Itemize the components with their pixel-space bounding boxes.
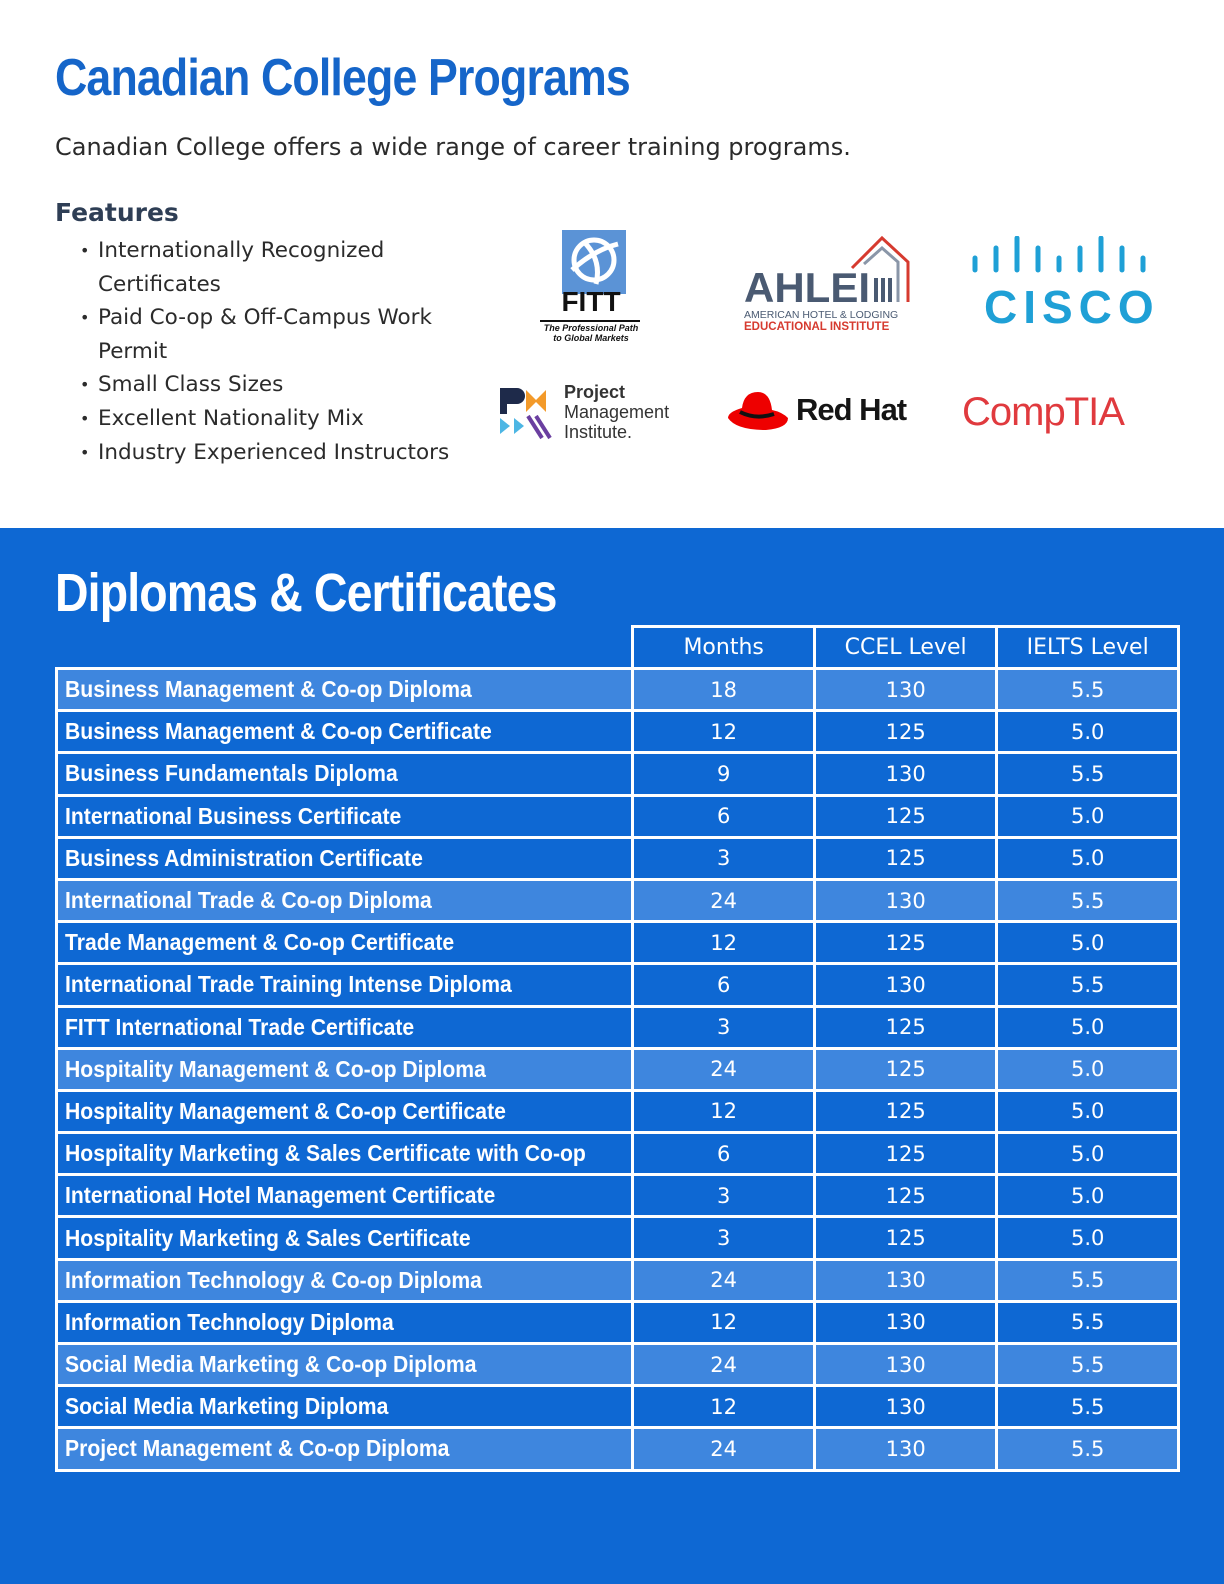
program-name-cell [57, 1259, 633, 1301]
months-cell-text: 12 [710, 1099, 738, 1124]
fitt-tagline-line: The Professional Path [543, 323, 639, 333]
ccel-level-cell-text: 125 [885, 1141, 926, 1166]
months-cell-text: 24 [710, 1436, 738, 1461]
intro-section [0, 0, 1224, 528]
months-cell [633, 1048, 815, 1090]
months-cell [633, 922, 815, 964]
ccel-level-cell-text: 130 [885, 1268, 926, 1293]
ielts-level-cell [997, 1344, 1179, 1386]
ccel-level-cell-text: 130 [885, 888, 926, 913]
ielts-level-cell-text: 5.5 [1070, 888, 1105, 913]
table-row [57, 1048, 1179, 1090]
pmi-mark-icon [498, 386, 554, 442]
months-cell [633, 1386, 815, 1428]
ccel-level-cell [815, 753, 997, 795]
ccel-level-cell [815, 1090, 997, 1132]
ielts-level-cell [997, 922, 1179, 964]
ccel-level-cell [815, 1301, 997, 1343]
features-heading: Features [55, 198, 179, 227]
column-header-months: Months [633, 627, 815, 669]
ccel-level-cell-text: 125 [885, 804, 926, 829]
ielts-level-cell [997, 669, 1179, 711]
program-name-cell-text: International Hotel Management Certificate [65, 1182, 496, 1209]
pmi-line: Project [564, 382, 626, 402]
feature-item: • Small Class Sizes [80, 368, 480, 402]
red-fedora-icon [726, 388, 790, 438]
ccel-level-cell [815, 1344, 997, 1386]
ielts-level-cell-text: 5.5 [1070, 677, 1105, 702]
program-name-cell [57, 1217, 633, 1259]
months-cell-text: 24 [710, 1057, 738, 1082]
program-name-cell-text: Social Media Marketing & Co-op Diploma [65, 1351, 477, 1378]
features-list [80, 234, 480, 469]
table-body [57, 669, 1179, 1471]
months-cell-text: 3 [716, 846, 731, 871]
months-cell-text: 24 [710, 1268, 738, 1293]
ccel-level-cell [815, 1006, 997, 1048]
header-spacer [57, 627, 633, 669]
ielts-level-cell [997, 1133, 1179, 1175]
months-cell-text: 24 [710, 888, 738, 913]
program-name-cell-text: Business Management & Co-op Diploma [65, 676, 472, 703]
ccel-level-cell-text: 125 [885, 1099, 926, 1124]
ielts-level-cell [997, 1259, 1179, 1301]
ielts-level-cell-text: 5.0 [1070, 1057, 1105, 1082]
ccel-level-cell-text: 125 [885, 846, 926, 871]
ccel-level-cell [815, 1175, 997, 1217]
table-row [57, 1090, 1179, 1132]
program-name-cell [57, 1090, 633, 1132]
program-name-cell [57, 669, 633, 711]
ielts-level-cell-text: 5.5 [1070, 1310, 1105, 1335]
ielts-level-cell-text: 5.0 [1070, 1099, 1105, 1124]
ielts-level-cell-text: 5.0 [1070, 1015, 1105, 1040]
ccel-level-cell [815, 711, 997, 753]
ielts-level-cell [997, 1090, 1179, 1132]
table-row [57, 1133, 1179, 1175]
months-cell [633, 837, 815, 879]
ahlei-wordmark: AHLEI [744, 264, 870, 311]
months-cell [633, 1133, 815, 1175]
ccel-level-cell [815, 669, 997, 711]
ccel-level-cell [815, 837, 997, 879]
page-subtitle: Canadian College offers a wide range of career training programs. [55, 133, 851, 161]
ccel-level-cell-text: 125 [885, 719, 926, 744]
cisco-wordmark: CISCO [984, 281, 1160, 333]
cisco-logo [970, 236, 1160, 336]
program-name-cell-text: Hospitality Management & Co-op Certificate [65, 1097, 506, 1124]
program-name-cell-text: Hospitality Management & Co-op Diploma [65, 1055, 486, 1082]
ielts-level-cell [997, 964, 1179, 1006]
ccel-level-cell [815, 1259, 997, 1301]
ielts-level-cell [997, 837, 1179, 879]
pmi-line: Institute. [564, 422, 633, 442]
program-name-cell [57, 1428, 633, 1470]
table-row [57, 1217, 1179, 1259]
months-cell [633, 1217, 815, 1259]
months-cell-text: 3 [716, 1183, 731, 1208]
ccel-level-cell [815, 1386, 997, 1428]
fitt-wordmark: FITT [561, 286, 621, 317]
months-cell [633, 753, 815, 795]
pmi-wordmark [564, 382, 669, 442]
ielts-level-cell [997, 1301, 1179, 1343]
program-name-cell [57, 837, 633, 879]
ccel-level-cell-text: 130 [885, 1394, 926, 1419]
table-row [57, 1175, 1179, 1217]
months-cell-text: 9 [716, 761, 731, 786]
months-cell-text: 3 [716, 1226, 731, 1251]
ielts-level-cell-text: 5.5 [1070, 1352, 1105, 1377]
table-row [57, 1301, 1179, 1343]
program-name-cell-text: International Trade & Co-op Diploma [65, 887, 432, 914]
program-name-cell [57, 1175, 633, 1217]
ielts-level-cell [997, 711, 1179, 753]
ccel-level-cell [815, 795, 997, 837]
months-cell-text: 6 [716, 972, 731, 997]
ccel-level-cell-text: 125 [885, 1015, 926, 1040]
ielts-level-cell [997, 1006, 1179, 1048]
column-header-ccel: CCEL Level [815, 627, 997, 669]
ielts-level-cell [997, 879, 1179, 921]
ccel-level-cell-text: 125 [885, 930, 926, 955]
ccel-level-cell-text: 130 [885, 677, 926, 702]
months-cell-text: 6 [716, 1141, 731, 1166]
table-row [57, 964, 1179, 1006]
program-name-cell-text: Business Fundamentals Diploma [65, 760, 398, 787]
table-row [57, 879, 1179, 921]
months-cell-text: 12 [710, 1394, 738, 1419]
table-row [57, 1386, 1179, 1428]
months-cell [633, 1301, 815, 1343]
ielts-level-cell [997, 795, 1179, 837]
fitt-logo [536, 228, 646, 346]
feature-item: • Excellent Nationality Mix [80, 402, 480, 436]
months-cell [633, 1006, 815, 1048]
ccel-level-cell-text: 130 [885, 972, 926, 997]
program-name-cell [57, 711, 633, 753]
ccel-level-cell-text: 130 [885, 1436, 926, 1461]
months-cell [633, 1090, 815, 1132]
ccel-level-cell-text: 125 [885, 1226, 926, 1251]
months-cell [633, 964, 815, 1006]
globe-icon [562, 230, 626, 294]
program-name-cell [57, 1048, 633, 1090]
ielts-level-cell-text: 5.0 [1070, 804, 1105, 829]
pmi-line: Management [564, 402, 670, 422]
program-name-cell [57, 753, 633, 795]
fitt-tagline [536, 323, 646, 343]
table-row [57, 711, 1179, 753]
column-header-ielts: IELTS Level [997, 627, 1179, 669]
ielts-level-cell [997, 1428, 1179, 1470]
divider [540, 320, 640, 322]
feature-item: • Paid Co-op & Off-Campus Work Permit [80, 301, 480, 368]
months-cell [633, 1175, 815, 1217]
ccel-level-cell [815, 964, 997, 1006]
months-cell [633, 1428, 815, 1470]
months-cell-text: 12 [710, 1310, 738, 1335]
feature-item: • Industry Experienced Instructors [80, 436, 480, 470]
ielts-level-cell-text: 5.5 [1070, 972, 1105, 997]
program-name-cell [57, 879, 633, 921]
table-row [57, 1006, 1179, 1048]
ccel-level-cell-text: 125 [885, 1183, 926, 1208]
program-name-cell-text: FITT International Trade Certificate [65, 1013, 415, 1040]
program-name-cell [57, 1386, 633, 1428]
months-cell [633, 795, 815, 837]
months-cell [633, 1344, 815, 1386]
ccel-level-cell-text: 130 [885, 1310, 926, 1335]
program-name-cell-text: Social Media Marketing Diploma [65, 1393, 389, 1420]
ccel-level-cell-text: 130 [885, 761, 926, 786]
ielts-level-cell-text: 5.5 [1070, 1436, 1105, 1461]
program-name-cell-text: Information Technology Diploma [65, 1308, 394, 1335]
program-name-cell-text: Project Management & Co-op Diploma [65, 1435, 450, 1462]
program-name-cell [57, 1133, 633, 1175]
program-name-cell-text: Trade Management & Co-op Certificate [65, 929, 455, 956]
redhat-logo [726, 386, 926, 442]
ielts-level-cell [997, 1386, 1179, 1428]
ielts-level-cell-text: 5.0 [1070, 1226, 1105, 1251]
ahlei-logo [742, 234, 922, 344]
months-cell-text: 12 [710, 719, 738, 744]
program-name-cell [57, 795, 633, 837]
ccel-level-cell [815, 1217, 997, 1259]
pmi-logo [498, 382, 688, 446]
table-row [57, 1259, 1179, 1301]
table-row [57, 1428, 1179, 1470]
programs-table [55, 625, 1180, 1472]
ccel-level-cell [815, 1133, 997, 1175]
ielts-level-cell [997, 1048, 1179, 1090]
ahlei-line-1: AMERICAN HOTEL & LODGING [744, 309, 899, 321]
page-title: Canadian College Programs [55, 49, 630, 107]
ccel-level-cell [815, 1428, 997, 1470]
table-row [57, 837, 1179, 879]
ccel-level-cell-text: 125 [885, 1057, 926, 1082]
months-cell-text: 6 [716, 804, 731, 829]
program-name-cell [57, 922, 633, 964]
ielts-level-cell-text: 5.5 [1070, 1268, 1105, 1293]
months-cell [633, 1259, 815, 1301]
ccel-level-cell [815, 879, 997, 921]
program-name-cell-text: Business Administration Certificate [65, 844, 423, 871]
ielts-level-cell-text: 5.0 [1070, 846, 1105, 871]
program-name-cell [57, 1344, 633, 1386]
table-row [57, 669, 1179, 711]
redhat-wordmark: Red Hat [796, 392, 907, 427]
table-row [57, 922, 1179, 964]
months-cell-text: 12 [710, 930, 738, 955]
program-name-cell-text: International Trade Training Intense Diploma [65, 971, 512, 998]
ielts-level-cell-text: 5.5 [1070, 1394, 1105, 1419]
ielts-level-cell-text: 5.5 [1070, 761, 1105, 786]
ccel-level-cell-text: 130 [885, 1352, 926, 1377]
months-cell-text: 3 [716, 1015, 731, 1040]
section-title: Diplomas & Certificates [55, 563, 557, 623]
program-name-cell-text: International Business Certificate [65, 802, 402, 829]
months-cell [633, 879, 815, 921]
ccel-level-cell [815, 922, 997, 964]
cisco-bars-icon [970, 236, 1150, 276]
fitt-tagline-line: to Global Markets [553, 333, 629, 343]
table-row [57, 1344, 1179, 1386]
ahlei-line-2: EDUCATIONAL INSTITUTE [744, 321, 890, 333]
table-row [57, 795, 1179, 837]
ielts-level-cell [997, 753, 1179, 795]
program-name-cell-text: Hospitality Marketing & Sales Certificate [65, 1224, 471, 1251]
feature-item: • Internationally Recognized Certificates [80, 234, 480, 301]
months-cell [633, 711, 815, 753]
ielts-level-cell-text: 5.0 [1070, 1141, 1105, 1166]
comptia-logo [962, 390, 1162, 446]
ielts-level-cell [997, 1217, 1179, 1259]
program-name-cell-text: Business Management & Co-op Certificate [65, 718, 492, 745]
program-name-cell [57, 1006, 633, 1048]
ielts-level-cell-text: 5.0 [1070, 1183, 1105, 1208]
ielts-level-cell-text: 5.0 [1070, 930, 1105, 955]
table-row [57, 753, 1179, 795]
program-name-cell-text: Hospitality Marketing & Sales Certificate with Co-op [65, 1140, 586, 1167]
months-cell-text: 18 [710, 677, 738, 702]
program-name-cell [57, 1301, 633, 1343]
program-name-cell [57, 964, 633, 1006]
months-cell [633, 669, 815, 711]
program-name-cell-text: Information Technology & Co-op Diploma [65, 1266, 482, 1293]
table-header-row [57, 627, 1179, 669]
comptia-wordmark: CompTIA [962, 390, 1124, 434]
ielts-level-cell-text: 5.0 [1070, 719, 1105, 744]
months-cell-text: 24 [710, 1352, 738, 1377]
ielts-level-cell [997, 1175, 1179, 1217]
ccel-level-cell [815, 1048, 997, 1090]
